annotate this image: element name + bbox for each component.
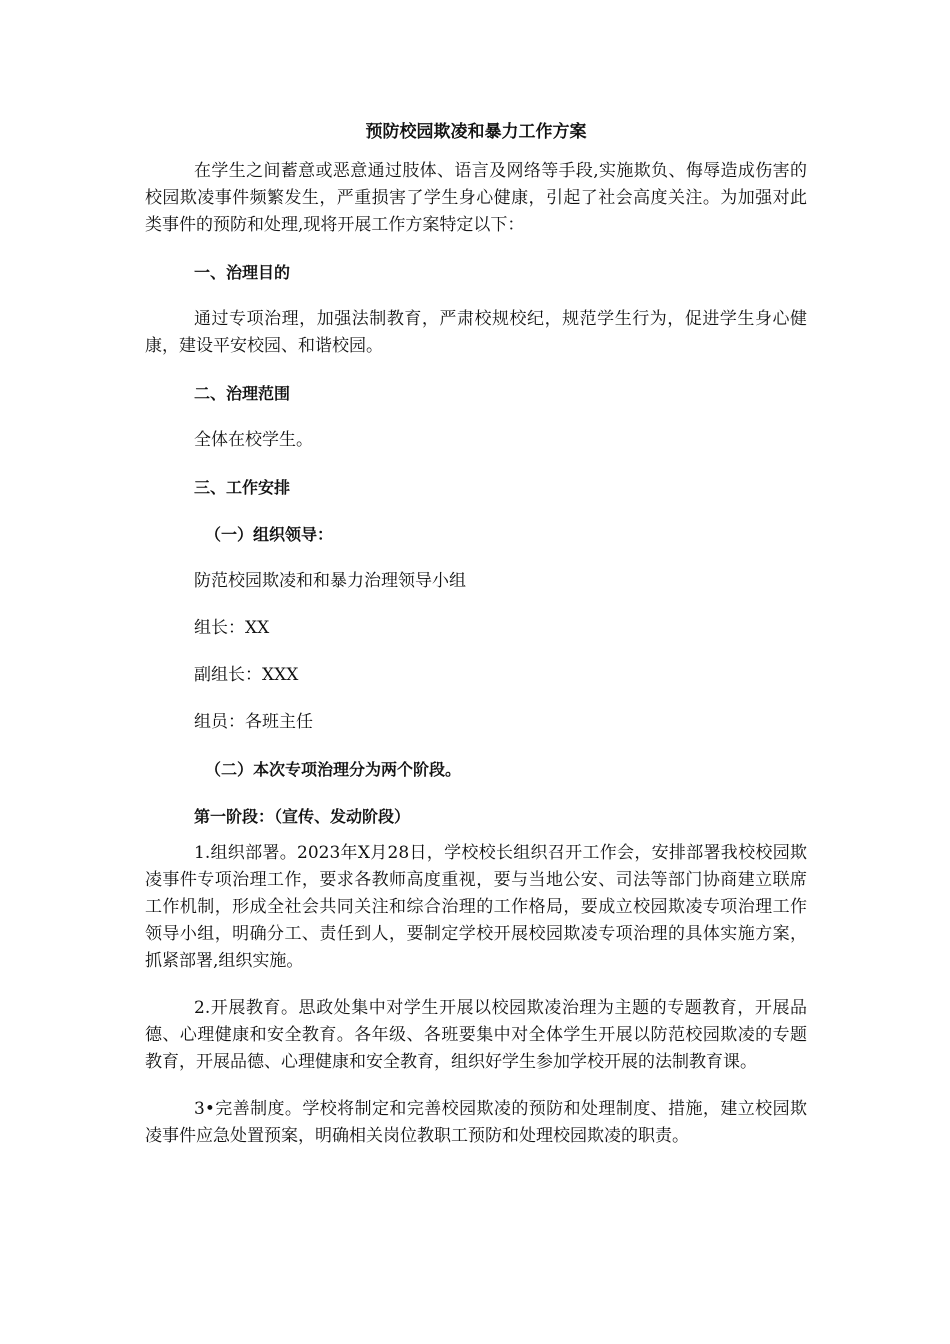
- section1-heading: 一、治理目的: [194, 263, 291, 282]
- leader-line: 组长：XX: [194, 618, 270, 638]
- deputy-leader-line: 副组长：XXX: [194, 665, 299, 685]
- section3-heading: 三、工作安排: [194, 478, 291, 497]
- phase1-heading: 第一阶段：（宣传、发动阶段）: [194, 807, 411, 826]
- item1-paragraph: 1.组织部署。2023年X月28日，学校校长组织召开工作会，安排部署我校校园欺凌事件专项治理工作，要求各教师高度重视，要与当地公安、司法等部门协商建立联席工作机制，形成全社会共同关注和综合治理的工作格局，要成立校园欺凌专项治理工作领导小组，明确分工、责任到人，要制定学校开展校园欺凌专项治理的具体实施方案，抓紧部署,组织实施。: [145, 843, 807, 971]
- document-page: [145, 118, 807, 1150]
- section2-heading: 二、治理范围: [194, 384, 291, 403]
- document-title: 预防校园欺凌和暴力工作方案: [365, 122, 587, 142]
- section2-paragraph: 全体在校学生。: [194, 430, 313, 450]
- group-name: 防范校园欺凌和和暴力治理领导小组: [194, 571, 466, 591]
- section1-paragraph: 通过专项治理，加强法制教育，严肃校规校纪，规范学生行为，促进学生身心健康，建设平安校园、和谐校园。: [145, 309, 807, 356]
- item3-paragraph: 3•完善制度。学校将制定和完善校园欺凌的预防和处理制度、措施，建立校园欺凌事件应急处置预案，明确相关岗位教职工预防和处理校园欺凌的职责。: [145, 1099, 807, 1146]
- intro-paragraph: 在学生之间蓄意或恶意通过肢体、语言及网络等手段,实施欺负、侮辱造成伤害的校园欺凌事件频繁发生，严重损害了学生身心健康，引起了社会高度关注。为加强对此类事件的预防和处理,现将开展工作方案特定以下：: [145, 161, 807, 235]
- members-line: 组员：各班主任: [194, 712, 313, 732]
- item2-paragraph: 2.开展教育。思政处集中对学生开展以校园欺凌治理为主题的专题教育，开展品德、心理健康和安全教育。各年级、各班要集中对全体学生开展以防范校园欺凌的专题教育，开展品德、心理健康和安全教育，组织好学生参加学校开展的法制教育课。: [145, 998, 807, 1072]
- subsection1-heading: （一）组织领导：: [205, 525, 334, 544]
- subsection2-heading: （二）本次专项治理分为两个阶段。: [205, 760, 462, 779]
